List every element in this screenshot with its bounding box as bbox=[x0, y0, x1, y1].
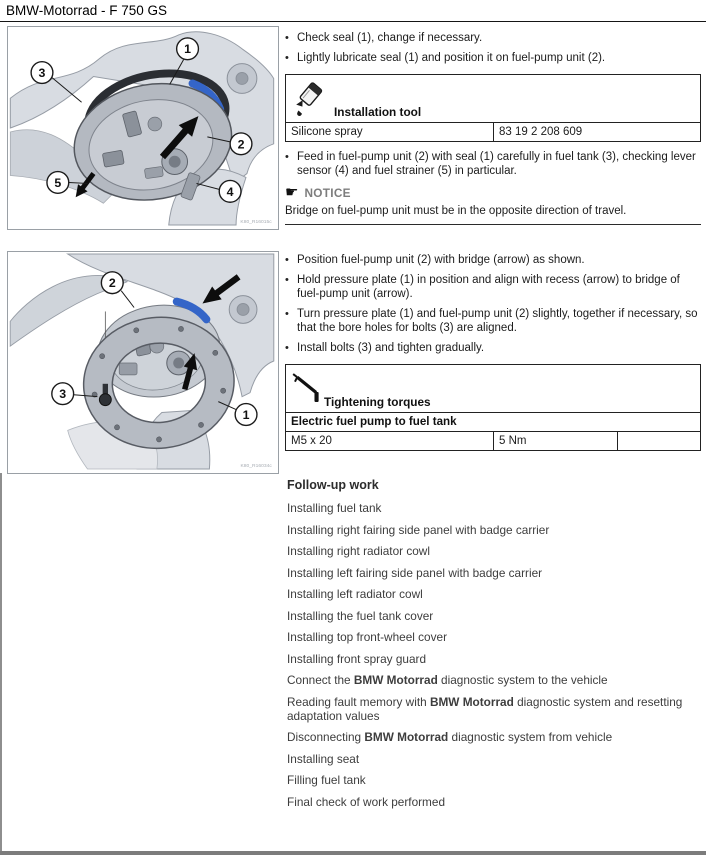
svg-text:3: 3 bbox=[59, 387, 67, 402]
section-pressure-plate-instructions bbox=[285, 248, 701, 451]
installation-tool-row bbox=[286, 123, 700, 141]
callout-2 bbox=[230, 133, 252, 155]
torque-cell: 5 Nm bbox=[493, 432, 617, 450]
follow-up-item: Installing top front-wheel cover bbox=[287, 630, 447, 644]
torque-value-row bbox=[286, 432, 700, 450]
svg-text:1: 1 bbox=[184, 42, 191, 57]
page-title: BMW-Motorrad - F 750 GS bbox=[6, 3, 168, 18]
svg-text:2: 2 bbox=[237, 137, 245, 152]
instruction-position-pump: • Position fuel-pump unit (2) with bridge (arrow) as shown. bbox=[285, 253, 701, 267]
callout-2 bbox=[101, 272, 123, 294]
installation-tool-table bbox=[285, 74, 701, 142]
follow-up-heading: Follow-up work bbox=[287, 478, 379, 492]
svg-text:2: 2 bbox=[108, 276, 116, 291]
follow-up-item: Installing front spray guard bbox=[287, 651, 427, 666]
follow-up-item: Reading fault memory with BMW Motorrad diagnostic system and resetting adaptation values bbox=[287, 694, 683, 723]
tightening-torques-title: Tightening torques bbox=[324, 395, 431, 409]
follow-up-item: Installing fuel tank bbox=[287, 501, 382, 515]
follow-up-item: Filling fuel tank bbox=[287, 773, 366, 787]
follow-up-item: Installing the fuel tank cover bbox=[287, 608, 434, 623]
follow-up-item: Connect the BMW Motorrad diagnostic system to the vehicle bbox=[287, 673, 608, 687]
instruction-install-bolts: • Install bolts (3) and tighten gradually. bbox=[285, 341, 701, 355]
tightening-torques-table bbox=[285, 364, 701, 451]
figure-fuel-pump-feed-in bbox=[7, 26, 279, 230]
torque-subject-row: Electric fuel pump to fuel tank bbox=[286, 413, 700, 432]
tightening-torques-header-row bbox=[286, 365, 700, 413]
notice-label: NOTICE bbox=[304, 186, 351, 200]
follow-up-item: Disconnecting BMW Motorrad diagnostic system from vehicle bbox=[287, 730, 613, 744]
follow-up-item: Installing left fairing side panel with badge carrier bbox=[287, 565, 543, 580]
instruction-lubricate-seal: • Lightly lubricate seal (1) and position it on fuel-pump unit (2). bbox=[285, 51, 701, 65]
callout-5 bbox=[47, 172, 69, 194]
fastener-cell: M5 x 20 bbox=[291, 435, 332, 447]
installation-tool-title: Installation tool bbox=[334, 105, 422, 119]
notice-header bbox=[285, 186, 701, 200]
callout-1 bbox=[235, 404, 257, 426]
svg-text:4: 4 bbox=[226, 184, 234, 199]
callout-4 bbox=[219, 180, 241, 202]
svg-text:3: 3 bbox=[38, 66, 46, 80]
page-edge-line bbox=[0, 473, 2, 855]
spray-tube-icon bbox=[290, 78, 330, 118]
tool-name-cell: Silicone spray bbox=[291, 126, 363, 138]
section-seal-instructions bbox=[285, 26, 701, 225]
callout-3 bbox=[52, 383, 74, 405]
instruction-turn-plate: • Turn pressure plate (1) and fuel-pump unit (2) slightly, together if necessary, so that the bore holes for bolts (3) are aligned. bbox=[285, 307, 701, 335]
installation-tool-header-row bbox=[286, 75, 700, 123]
svg-text:1: 1 bbox=[242, 407, 250, 422]
follow-up-item: Final check of work performed bbox=[287, 794, 446, 809]
figure-pressure-plate bbox=[7, 251, 279, 474]
svg-text:5: 5 bbox=[54, 175, 62, 190]
instruction-hold-plate: • Hold pressure plate (1) in position and align with recess (arrow) to bridge of fuel-pump unit (arrow). bbox=[285, 273, 701, 301]
figure-watermark: K80_R16034c bbox=[240, 464, 272, 470]
instruction-check-seal: • Check seal (1), change if necessary. bbox=[285, 31, 701, 45]
follow-up-item: Installing right fairing side panel with badge carrier bbox=[287, 522, 550, 537]
bottom-scrollbar bbox=[0, 851, 706, 855]
torque-note-cell bbox=[617, 432, 700, 450]
follow-up-item: Installing seat bbox=[287, 751, 360, 766]
figure-watermark: K80_R16015c bbox=[240, 220, 272, 226]
callout-3 bbox=[31, 62, 53, 84]
pressure-plate-illustration bbox=[8, 252, 276, 471]
fuel-pump-illustration bbox=[8, 27, 276, 227]
instruction-feed-in: • Feed in fuel-pump unit (2) with seal (1) carefully in fuel tank (3), checking lever sensor (4) and fuel strainer (5) in particular. bbox=[285, 150, 701, 178]
pointing-hand-icon: ☛ bbox=[285, 184, 299, 201]
part-number-cell: 83 19 2 208 609 bbox=[493, 123, 700, 141]
callout-1 bbox=[177, 38, 199, 60]
follow-up-item: Installing left radiator cowl bbox=[287, 587, 423, 601]
follow-up-item: Installing right radiator cowl bbox=[287, 544, 430, 558]
follow-up-work-section bbox=[287, 478, 701, 816]
notice-text: Bridge on fuel-pump unit must be in the opposite direction of travel. bbox=[285, 204, 701, 225]
header-divider bbox=[0, 21, 706, 22]
